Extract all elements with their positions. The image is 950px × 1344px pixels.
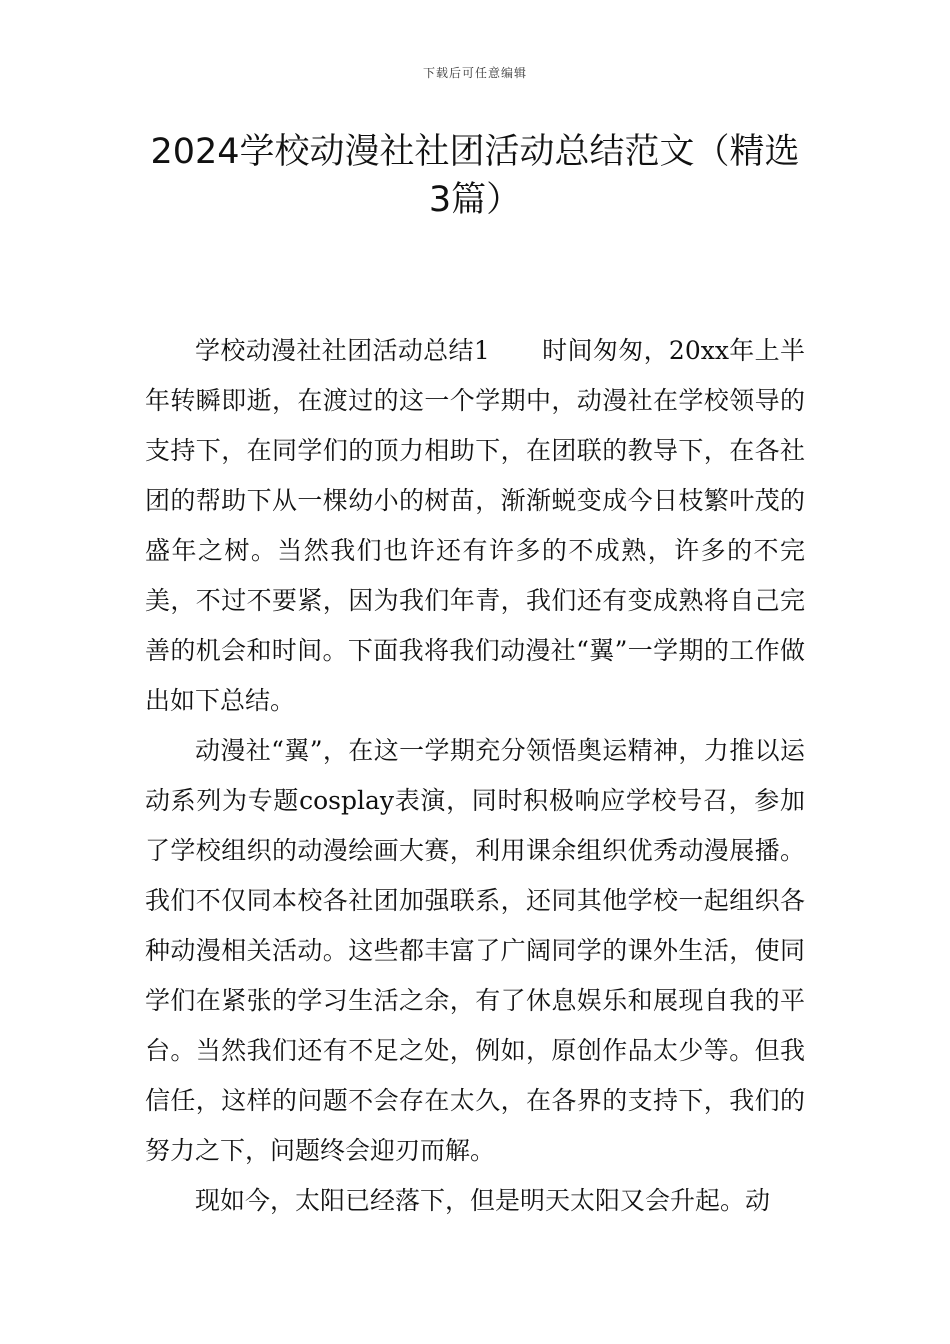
document-title: 2024学校动漫社社团活动总结范文（精选3篇） xyxy=(150,132,800,220)
document-body xyxy=(145,326,805,1226)
header-note: 下载后可任意编辑 xyxy=(422,66,527,80)
paragraph-2: 动漫社“翼”，在这一学期充分领悟奥运精神，力推以运动系列为专题cosplay表演，同时积极响应学校号召，参加了学校组织的动漫绘画大赛，利用课余组织优秀动漫展播。我们不仅同本校各社团加强联系，还同其他学校一起组织各种动漫相关活动。这些都丰富了广阔同学的课外生活，使同学们在紧张的学习生活之余，有了休息娱乐和展现自我的平台。当然我们还有不足之处，例如，原创作品太少等。但我信任，这样的问题不会存在太久，在各界的支持下，我们的努力之下，问题终会迎刃而解。 xyxy=(145,736,805,1165)
paragraph-1 xyxy=(145,326,805,726)
paragraph-1-text: 时间匆匆，20xx年上半年转瞬即逝，在渡过的这一个学期中，动漫社在学校领导的支持下，在同学们的顶力相助下，在团联的教导下，在各社团的帮助下从一棵幼小的树苗，渐渐蜕变成今日枝繁叶茂的盛年之树。当然我们也许还有许多的不成熟，许多的不完美，不过不要紧，因为我们年青，我们还有变成熟将自己完善的机会和时间。下面我将我们动漫社“翼”一学期的工作做出如下总结。 xyxy=(145,336,805,715)
paragraph-3: 现如今，太阳已经落下，但是明天太阳又会升起。动 xyxy=(195,1186,771,1215)
paragraph-1-lead: 学校动漫社社团活动总结1 xyxy=(195,336,490,365)
